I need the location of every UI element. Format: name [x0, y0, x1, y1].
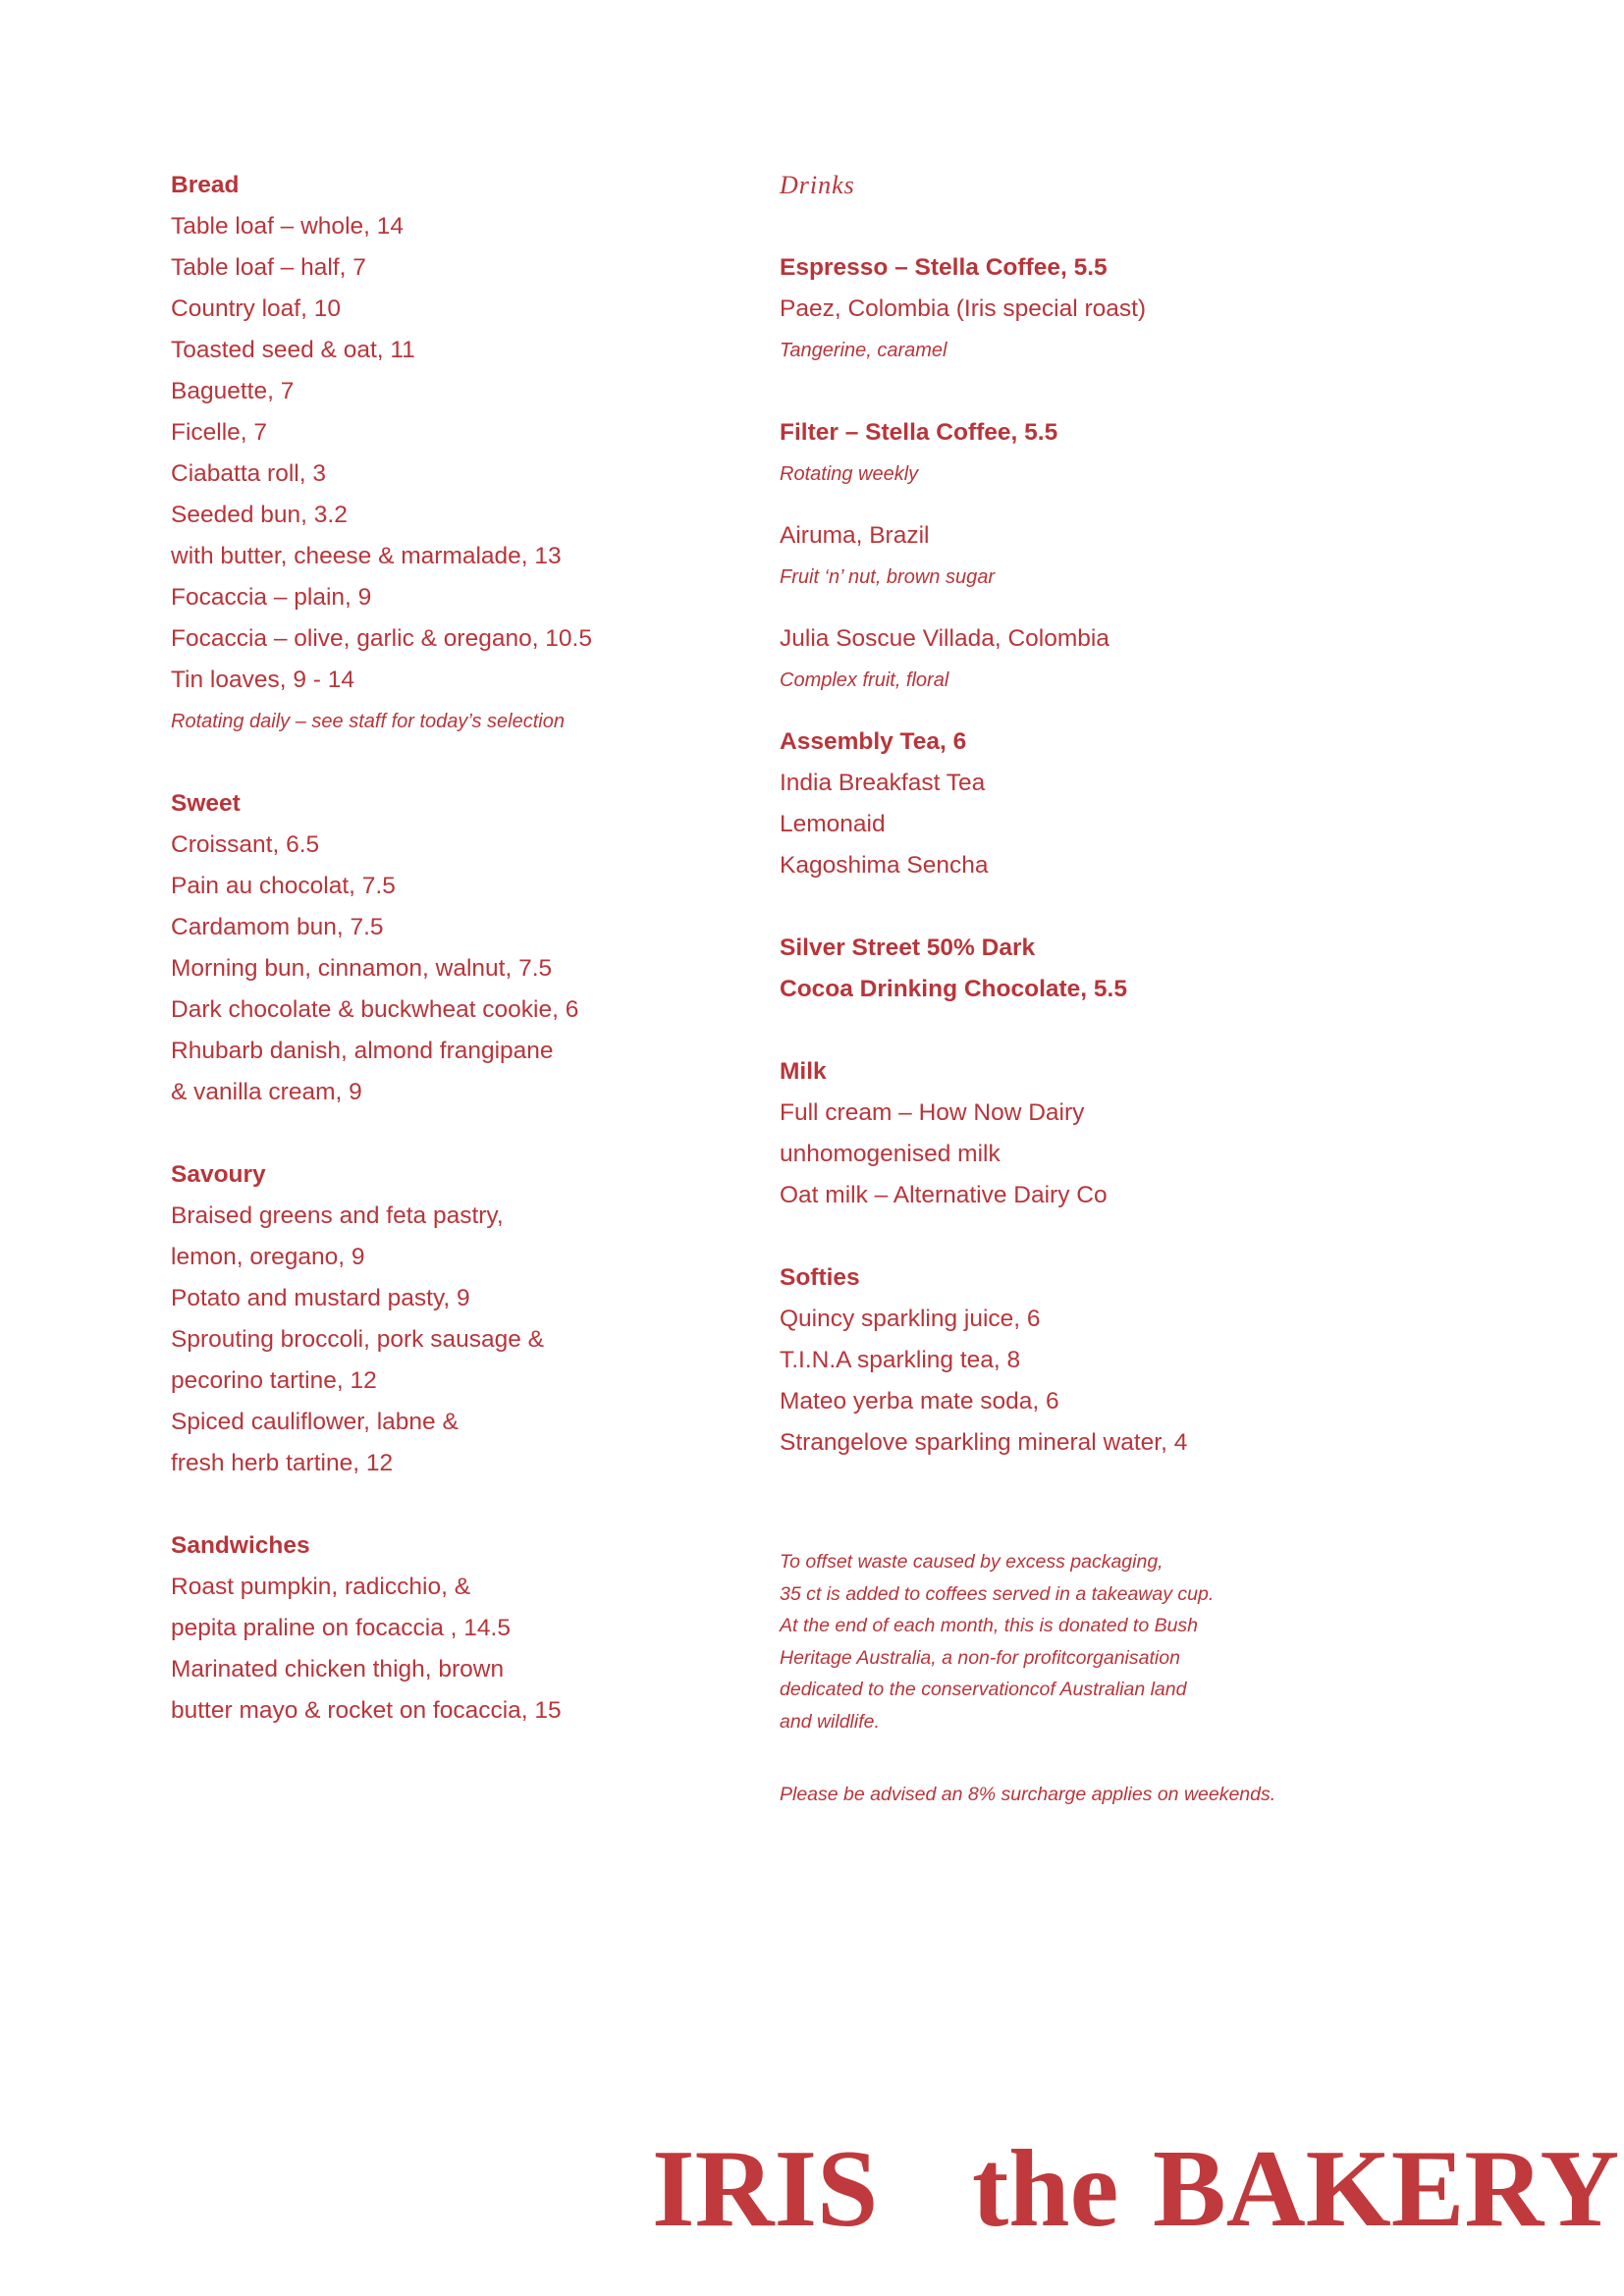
menu-item: lemon, oregano, 9: [171, 1244, 365, 1270]
spacer: [780, 495, 1388, 515]
menu-item: Paez, Colombia (Iris special roast): [780, 295, 1147, 322]
menu-item: Braised greens and feta pastry,: [171, 1202, 504, 1229]
menu-item: Airuma, Brazil: [780, 522, 930, 549]
logo-the: the: [972, 2128, 1119, 2250]
menu-item: Morning bun, cinnamon, walnut, 7.5: [171, 955, 553, 982]
milk-heading: Milk: [780, 1058, 827, 1085]
menu-item: butter mayo & rocket on focaccia, 15: [171, 1697, 562, 1724]
menu-item: Baguette, 7: [171, 378, 295, 404]
filter-note: Rotating weekly: [780, 463, 919, 485]
menu-item: pepita praline on focaccia , 14.5: [171, 1615, 511, 1641]
menu-item: Sprouting broccoli, pork sausage &: [171, 1326, 544, 1353]
menu-item: Country loaf, 10: [171, 295, 341, 322]
logo-iris: IRIS: [652, 2128, 879, 2250]
softies-heading: Softies: [780, 1264, 860, 1291]
chocolate-section: [780, 928, 1388, 1010]
menu-item: Strangelove sparkling mineral water, 4: [780, 1429, 1188, 1456]
menu-item: Julia Soscue Villada, Colombia: [780, 625, 1110, 652]
packaging-footnote: [780, 1546, 1388, 1737]
footnote-line: 35 ct is added to coffees served in a takeaway cup.: [780, 1582, 1215, 1605]
menu-item: Mateo yerba mate soda, 6: [780, 1388, 1059, 1415]
menu-item: Croissant, 6.5: [171, 831, 320, 858]
sweet-heading: Sweet: [171, 790, 241, 817]
section-spacer: [780, 371, 1388, 412]
menu-item: Cardamom bun, 7.5: [171, 914, 384, 940]
menu-item: Table loaf – whole, 14: [171, 213, 404, 240]
logo-bakery: BAKERY: [1153, 2128, 1620, 2250]
menu-item: Kagoshima Sencha: [780, 852, 989, 879]
bread-note: Rotating daily – see staff for today’s selection: [171, 711, 565, 732]
section-spacer: [780, 1010, 1388, 1051]
menu-item: Tin loaves, 9 - 14: [171, 667, 355, 693]
chocolate-heading: Cocoa Drinking Chocolate, 5.5: [780, 976, 1127, 1002]
sweet-section: [171, 783, 721, 1113]
surcharge-notice: Please be advised an 8% surcharge applies on weekends.: [780, 1784, 1276, 1805]
section-spacer: [780, 1464, 1388, 1546]
menu-item: Quincy sparkling juice, 6: [780, 1306, 1041, 1332]
menu-item: Spiced cauliflower, labne &: [171, 1409, 459, 1435]
drinks-title: Drinks: [780, 171, 855, 199]
footnote-line: dedicated to the conservationcof Australian land: [780, 1679, 1187, 1700]
menu-item: Pain au chocolat, 7.5: [171, 873, 396, 899]
section-spacer: [780, 701, 1388, 721]
espresso-section: [780, 247, 1388, 371]
menu-item: Toasted seed & oat, 11: [171, 337, 415, 363]
sandwiches-section: [171, 1525, 721, 1732]
menu-item: fresh herb tartine, 12: [171, 1450, 394, 1476]
menu-item: Full cream – How Now Dairy: [780, 1099, 1085, 1126]
filter-section: [780, 412, 1388, 701]
menu-item: T.I.N.A sparkling tea, 8: [780, 1347, 1021, 1373]
bread-section: [171, 165, 721, 742]
filter-heading: Filter – Stella Coffee, 5.5: [780, 419, 1058, 446]
menu-item: unhomogenised milk: [780, 1141, 1001, 1167]
footnote-line: At the end of each month, this is donated to Bush: [780, 1615, 1199, 1636]
menu-item: Oat milk – Alternative Dairy Co: [780, 1182, 1108, 1208]
menu-item: Ficelle, 7: [171, 419, 268, 446]
food-menu-column: [171, 165, 721, 1732]
footnote-line: and wildlife.: [780, 1710, 880, 1733]
milk-section: [780, 1051, 1388, 1216]
section-spacer: [780, 1216, 1388, 1257]
menu-item: Dark chocolate & buckwheat cookie, 6: [171, 996, 579, 1023]
section-spacer: [171, 1484, 721, 1525]
sandwiches-heading: Sandwiches: [171, 1532, 310, 1559]
savoury-section: [171, 1154, 721, 1484]
bread-heading: Bread: [171, 172, 240, 198]
savoury-heading: Savoury: [171, 1161, 266, 1188]
tasting-note: Fruit ‘n’ nut, brown sugar: [780, 566, 995, 588]
section-spacer: [780, 206, 1388, 247]
footnote-line: Heritage Australia, a non-for profitcorganisation: [780, 1646, 1180, 1669]
chocolate-heading: Silver Street 50% Dark: [780, 934, 1036, 961]
tea-heading: Assembly Tea, 6: [780, 728, 967, 755]
menu-item: Rhubarb danish, almond frangipane: [171, 1038, 554, 1064]
tasting-note: Tangerine, caramel: [780, 340, 947, 361]
menu-item: Potato and mustard pasty, 9: [171, 1285, 470, 1311]
menu-item: Focaccia – olive, garlic & oregano, 10.5: [171, 625, 592, 652]
menu-item: Marinated chicken thigh, brown: [171, 1656, 505, 1682]
section-spacer: [780, 886, 1388, 928]
menu-item: Seeded bun, 3.2: [171, 502, 348, 528]
menu-item: Ciabatta roll, 3: [171, 460, 326, 487]
section-spacer: [171, 742, 721, 783]
menu-item: Lemonaid: [780, 811, 886, 837]
menu-item: with butter, cheese & marmalade, 13: [171, 543, 562, 569]
softies-section: [780, 1257, 1388, 1464]
menu-item: India Breakfast Tea: [780, 770, 986, 796]
drinks-menu-column: [780, 165, 1388, 1811]
menu-item: & vanilla cream, 9: [171, 1079, 362, 1105]
tea-section: [780, 721, 1388, 886]
menu-item: Focaccia – plain, 9: [171, 584, 372, 611]
espresso-heading: Espresso – Stella Coffee, 5.5: [780, 254, 1108, 281]
tasting-note: Complex fruit, floral: [780, 669, 949, 691]
menu-item: Table loaf – half, 7: [171, 254, 366, 281]
spacer: [780, 598, 1388, 618]
footnote-line: To offset waste caused by excess packaging,: [780, 1551, 1164, 1573]
section-spacer: [171, 1113, 721, 1154]
menu-item: pecorino tartine, 12: [171, 1367, 377, 1394]
menu-item: Roast pumpkin, radicchio, &: [171, 1574, 471, 1600]
